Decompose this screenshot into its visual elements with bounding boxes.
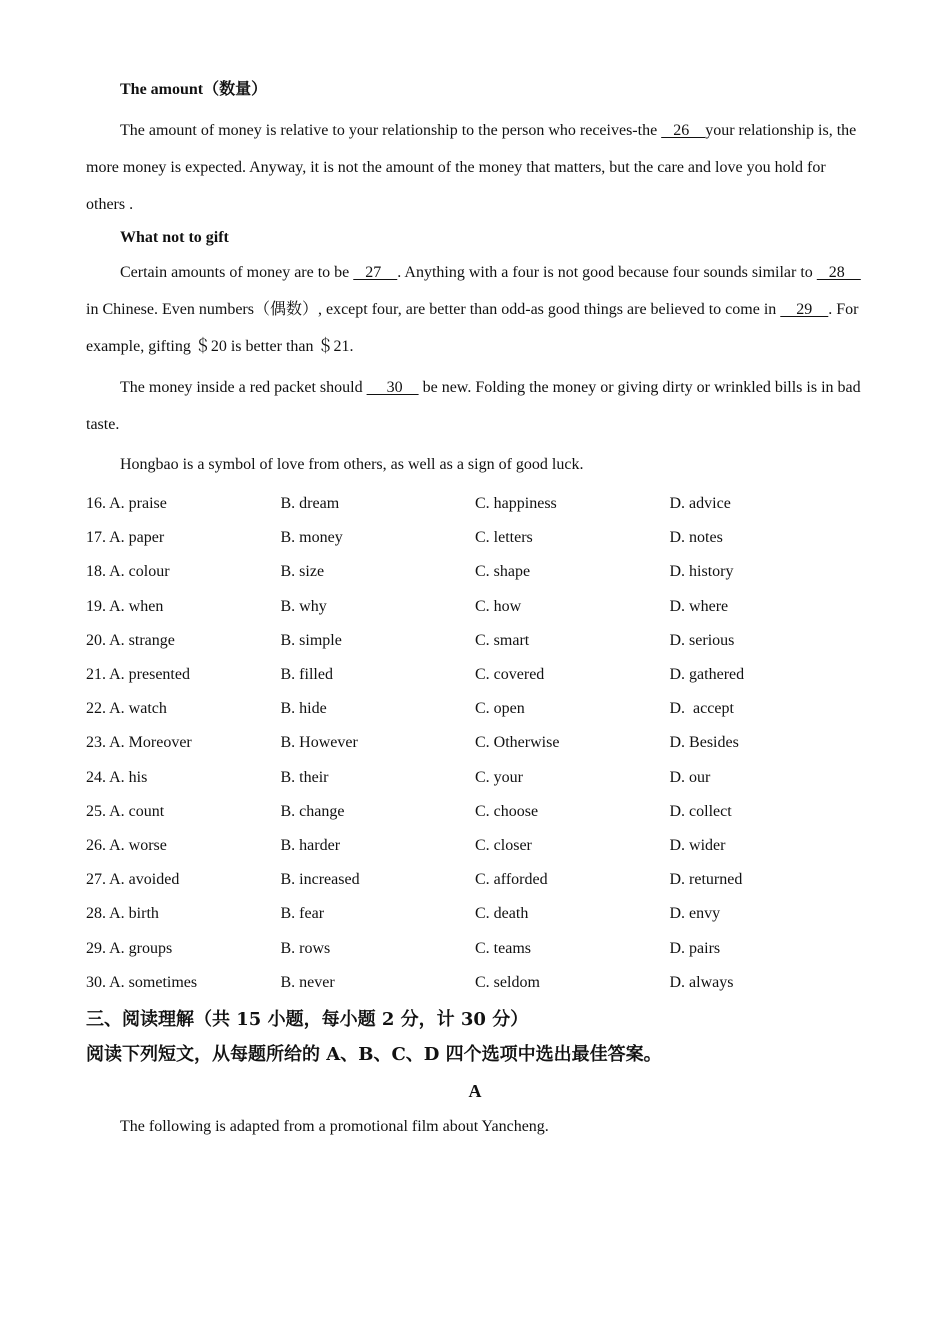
option-row — [86, 966, 866, 1000]
option-a: 22. A. watch — [86, 700, 167, 718]
amount-text-2: your relationship is, the more money is expected. Anyway, it is not the amount of the money that matters, but the care and love you hold for others . — [86, 122, 857, 213]
option-b: B. size — [280, 563, 325, 581]
option-a: 17. A. paper — [86, 529, 165, 547]
option-a: 24. A. his — [86, 768, 148, 786]
option-b: B. money — [280, 529, 343, 547]
option-row — [86, 863, 866, 897]
option-d: D. accept — [669, 700, 734, 718]
option-a: 26. A. worse — [86, 836, 167, 854]
option-c: C. shape — [475, 563, 531, 581]
option-c: C. teams — [475, 939, 531, 957]
option-b: B. hide — [280, 700, 327, 718]
option-a: 16. A. praise — [86, 495, 167, 513]
option-d: D. envy — [669, 905, 721, 923]
option-a: 18. A. colour — [86, 563, 170, 581]
inside-text-2: be new. Folding the money or giving dirty or wrinkled bills is in bad taste. — [86, 379, 861, 433]
option-a: 23. A. Moreover — [86, 734, 192, 752]
amount-text-1: The amount of money is relative to your relationship to the person who receives-the — [120, 122, 662, 139]
option-d: D. always — [669, 973, 734, 991]
option-d: D. Besides — [669, 734, 739, 752]
option-b: B. their — [280, 768, 329, 786]
option-d: D. wider — [669, 836, 726, 854]
reading-instruction: 阅读下列短文，从每题所给的 A、B、C、D 四个选项中选出最佳答案。 — [86, 1043, 662, 1065]
option-b: B. never — [280, 973, 335, 991]
option-b: B. change — [280, 802, 345, 820]
not-gift-text-4: . For example, gifting ＄20 is better than ＄21. — [86, 301, 859, 355]
option-row — [86, 487, 866, 521]
blank-30: 30 — [366, 379, 419, 396]
option-b: B. rows — [280, 939, 331, 957]
option-row — [86, 590, 866, 624]
option-d: D. serious — [669, 631, 735, 649]
inside-paragraph — [86, 369, 866, 443]
option-d: D. gathered — [669, 666, 745, 684]
not-gift-paragraph — [86, 254, 866, 365]
option-a: 25. A. count — [86, 802, 165, 820]
option-row — [86, 624, 866, 658]
not-gift-text-2: . Anything with a four is not good because four sounds similar to — [397, 264, 817, 281]
option-a: 20. A. strange — [86, 631, 175, 649]
option-c: C. covered — [475, 666, 545, 684]
reading-section-title: 三、阅读理解（共 15 小题，每小题 2 分，计 30 分） — [86, 1008, 529, 1030]
option-row — [86, 726, 866, 760]
option-c: C. your — [475, 768, 523, 786]
option-row — [86, 692, 866, 726]
blank-28: 28 — [816, 264, 861, 281]
option-d: D. notes — [669, 529, 723, 547]
option-b: B. However — [280, 734, 358, 752]
option-b: B. simple — [280, 631, 342, 649]
option-b: B. dream — [280, 495, 340, 513]
option-a: 28. A. birth — [86, 905, 159, 923]
options-table — [86, 487, 866, 1000]
option-c: C. how — [475, 597, 522, 615]
option-c: C. happiness — [475, 495, 557, 513]
option-c: C. seldom — [475, 973, 540, 991]
option-c: C. choose — [475, 802, 539, 820]
option-c: C. Otherwise — [475, 734, 560, 752]
option-c: C. closer — [475, 836, 532, 854]
option-d: D. pairs — [669, 939, 721, 957]
not-gift-text-3: in Chinese. Even numbers（偶数）, except four, are better than odd-as good things are believed to come in — [86, 301, 781, 318]
option-a: 27. A. avoided — [86, 871, 180, 889]
amount-paragraph — [86, 112, 866, 223]
option-a: 29. A. groups — [86, 939, 173, 957]
amount-heading: The amount（数量） — [120, 81, 268, 98]
option-b: B. fear — [280, 905, 325, 923]
option-d: D. returned — [669, 871, 743, 889]
option-b: B. why — [280, 597, 327, 615]
option-row — [86, 555, 866, 589]
option-a: 19. A. when — [86, 597, 164, 615]
option-b: B. increased — [280, 871, 360, 889]
option-c: C. open — [475, 700, 525, 718]
hongbao-paragraph: Hongbao is a symbol of love from others, as well as a sign of good luck. — [120, 456, 584, 473]
option-c: C. smart — [475, 631, 530, 649]
option-d: D. where — [669, 597, 729, 615]
option-row — [86, 829, 866, 863]
document-content — [86, 78, 866, 1139]
option-a: 21. A. presented — [86, 666, 190, 684]
blank-26: 26 — [661, 122, 706, 139]
inside-text-1: The money inside a red packet should — [120, 379, 367, 396]
option-row — [86, 658, 866, 692]
option-row — [86, 931, 866, 965]
option-c: C. death — [475, 905, 529, 923]
option-row — [86, 521, 866, 555]
not-gift-heading: What not to gift — [120, 229, 229, 246]
option-row — [86, 897, 866, 931]
option-b: B. filled — [280, 666, 333, 684]
option-d: D. collect — [669, 802, 732, 820]
passage-letter: A — [468, 1080, 482, 1101]
option-d: D. our — [669, 768, 711, 786]
option-row — [86, 795, 866, 829]
option-a: 30. A. sometimes — [86, 973, 198, 991]
option-c: C. afforded — [475, 871, 548, 889]
option-d: D. advice — [669, 495, 731, 513]
passage-intro: The following is adapted from a promotional film about Yancheng. — [120, 1117, 549, 1135]
blank-29: 29 — [780, 301, 829, 318]
option-b: B. harder — [280, 836, 341, 854]
option-c: C. letters — [475, 529, 533, 547]
option-d: D. history — [669, 563, 734, 581]
option-row — [86, 761, 866, 795]
not-gift-text-1: Certain amounts of money are to be — [120, 264, 354, 281]
blank-27: 27 — [353, 264, 398, 281]
